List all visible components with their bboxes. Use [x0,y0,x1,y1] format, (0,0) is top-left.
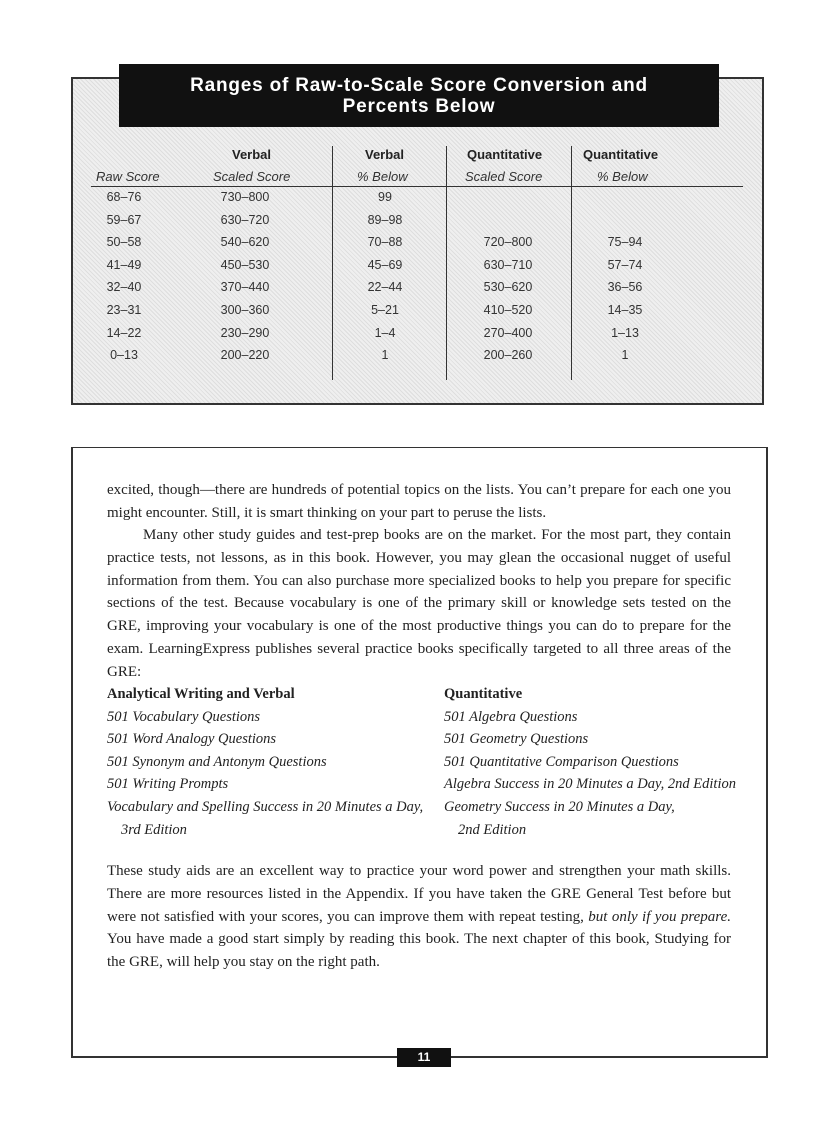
header-quant-below: Quantitative [583,147,659,162]
table-cell: 68–76 [106,190,142,204]
table-title-line-2: Percents Below [342,96,496,117]
table-cell: 370–440 [220,280,270,295]
table-title-line-1: Ranges of Raw-to-Scale Score Conversion and [190,75,648,96]
list-item: 501 Word Analogy Questions [107,731,277,748]
table-cell: 1 [381,348,389,363]
table-cell: 59–67 [106,212,142,227]
paragraph-text: These study aids are an excellent way to practice your word power and strengthen your math skills. There are more resources listed in the Appendix. If you have taken the GRE General Test before but were not satisfied with your scores, you can improve them with repeat testing, [107,863,731,925]
table-cell: 200–260 [483,348,533,363]
table-cell: 0–13 [110,348,138,363]
table-cell: 1 [621,348,629,363]
subheader-raw-score: Raw Score [96,169,160,184]
list-item: 501 Synonym and Antonym Questions [107,753,327,770]
table-cell: 14–35 [607,303,643,317]
table-cell: 23–31 [106,303,142,317]
table-cell: 730–800 [220,190,270,204]
list-item: Vocabulary and Spelling Success in 20 Minutes a Day, [107,798,424,815]
left-book-list [107,683,423,841]
table-cell: 270–400 [483,325,533,340]
table-header-rule [91,186,743,187]
table-cell: 630–720 [220,212,270,227]
list-item: 501 Vocabulary Questions [107,708,261,725]
table-cell: 22–44 [367,280,403,295]
list-item: 2nd Edition [458,821,527,838]
paragraph-text: You have made a good start simply by reading this book. The next chapter of this book, Studying for the GRE, will help you stay on the right path. [107,931,731,971]
table-cell: 89–98 [367,212,403,227]
table-cell: 630–710 [483,257,533,272]
subheader-verbal-below: % Below [357,169,408,184]
table-cell: 720–800 [483,235,533,250]
table-cell: 32–40 [106,280,142,295]
table-title [119,64,719,127]
list-heading: Analytical Writing and Verbal [107,686,295,702]
table-cell: 230–290 [220,325,270,340]
table-cell: 50–58 [106,235,142,250]
table-cell: 410–520 [483,303,533,317]
header-verbal-scaled: Verbal [232,147,272,162]
table-cell: 75–94 [607,235,643,250]
list-heading: Quantitative [444,686,523,702]
table-cell: 57–74 [607,257,643,272]
table-cell: 200–220 [220,348,270,363]
table-cell: 300–360 [220,303,270,317]
page-number: 11 [397,1048,451,1067]
table-cell: 45–69 [367,257,403,272]
header-verbal-below: Verbal [365,147,405,162]
paragraph: excited, though—there are hundreds of potential topics on the lists. You can’t prepare for each one you might encounter. Still, it is smart thinking on your part to peruse the lists. [107,482,731,521]
table-cell: 5–21 [371,303,399,317]
table-cell: 1–13 [611,325,639,340]
list-item: 501 Writing Prompts [107,776,229,793]
table-cell: 540–620 [220,235,270,250]
column-divider [446,146,447,380]
column-divider [332,146,333,380]
table-cell: 14–22 [106,325,142,340]
header-quant-scaled: Quantitative [467,147,543,162]
table-cell: 41–49 [106,257,142,272]
paragraph [107,860,731,974]
right-book-list [444,683,736,841]
emphasis-text: but only if you prepare. [588,908,731,925]
list-item: Algebra Success in 20 Minutes a Day, 2nd Edition [444,776,736,793]
table-cell: 530–620 [483,280,533,295]
table-cell: 450–530 [220,257,270,272]
table-cell: 36–56 [607,280,643,295]
table-cell: 1–4 [374,325,396,340]
list-item: 501 Geometry Questions [444,731,589,748]
list-item: Geometry Success in 20 Minutes a Day, [444,798,675,815]
column-divider [571,146,572,380]
subheader-quant-scaled: Scaled Score [465,169,543,184]
table-cell: 99 [378,190,392,204]
paragraph: Many other study guides and test-prep books are on the market. For the most part, they contain practice tests, not lessons, as in this book. However, you may glean the occasional nugget of useful information from them. You can also purchase more specialized books to help you prepare for specific sections of the test. Because vocabulary is one of the primary skill or knowledge sets tested on the GRE, improving your vocabulary is one of the most productive things you can do to prepare for the exam. LearningExpress publishes several practice books specifically targeted to all three areas of the GRE: [107,527,731,680]
subheader-verbal-scaled: Scaled Score [213,169,291,184]
subheader-quant-below: % Below [597,169,648,184]
list-item: 501 Quantitative Comparison Questions [444,753,679,770]
list-item: 3rd Edition [121,821,187,838]
list-item: 501 Algebra Questions [444,708,578,725]
table-cell: 70–88 [367,235,403,250]
